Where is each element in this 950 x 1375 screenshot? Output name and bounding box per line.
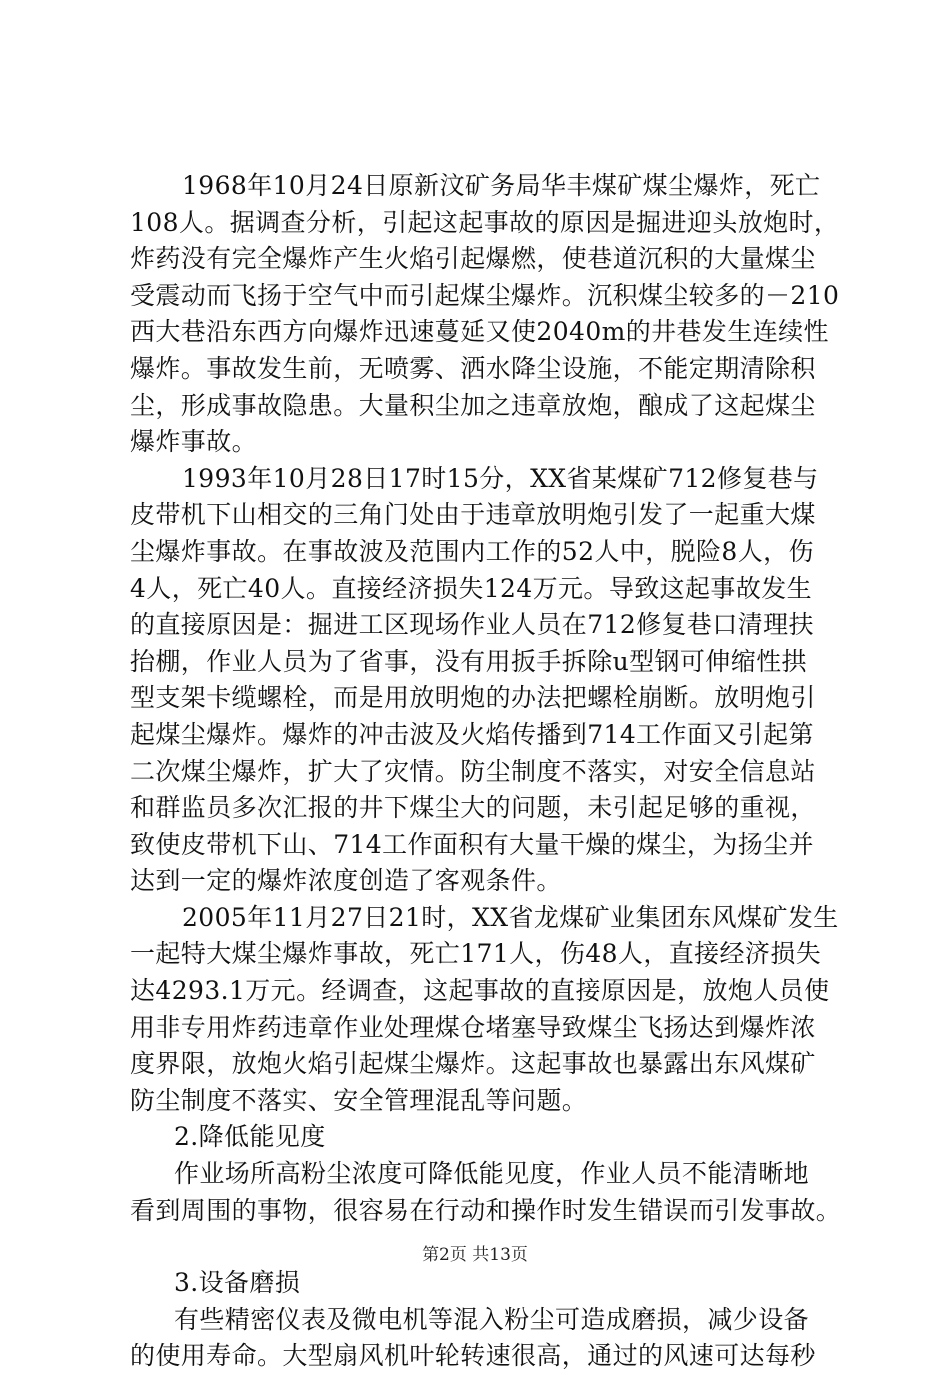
- page-footer: 第2页 共13页: [422, 1245, 528, 1265]
- text-line: 一起特大煤尘爆炸事故，死亡171人，伤48人，直接经济损失: [130, 939, 822, 969]
- text-line: 108人。据调查分析，引起这起事故的原因是掘进迎头放炮时，: [130, 207, 840, 237]
- text-line: 致使皮带机下山、714工作面积有大量干燥的煤尘，为扬尘并: [130, 829, 814, 859]
- text-line: 受震动而飞扬于空气中而引起煤尘爆炸。沉积煤尘较多的－210: [130, 280, 840, 310]
- text-line: 皮带机下山相交的三角门处由于违章放明炮引发了一起重大煤: [130, 500, 816, 530]
- section-heading: 2.降低能见度: [174, 1122, 326, 1152]
- text-line: 作业场所高粉尘浓度可降低能见度，作业人员不能清晰地: [174, 1159, 810, 1189]
- text-line: 和群监员多次汇报的井下煤尘大的问题，未引起足够的重视，: [130, 793, 816, 823]
- text-line: 1993年10月28日17时15分，XX省某煤矿712修复巷与: [182, 463, 819, 493]
- text-line: 爆炸事故。: [130, 427, 258, 457]
- text-line: 起煤尘爆炸。爆炸的冲击波及火焰传播到714工作面又引起第: [130, 719, 814, 749]
- text-line: 西大巷沿东西方向爆炸迅速蔓延又使2040m的井巷发生连续性: [130, 317, 829, 347]
- text-line: 有些精密仪表及微电机等混入粉尘可造成磨损，减少设备: [174, 1304, 810, 1334]
- text-line: 二次煤尘爆炸，扩大了灾情。防尘制度不落实，对安全信息站: [130, 756, 816, 786]
- text-line: 2005年11月27日21时，XX省龙煤矿业集团东风煤矿发生: [182, 902, 839, 932]
- text-line: 型支架卡缆螺栓，而是用放明炮的办法把螺栓崩断。放明炮引: [130, 683, 816, 713]
- text-line: 用非专用炸药违章作业处理煤仓堵塞导致煤尘飞扬达到爆炸浓: [130, 1012, 816, 1042]
- text-line: 抬棚，作业人员为了省事，没有用扳手拆除u型钢可伸缩性拱: [130, 646, 807, 676]
- text-line: 尘，形成事故隐患。大量积尘加之违章放炮，酿成了这起煤尘: [130, 390, 816, 420]
- document-body: [130, 168, 842, 1375]
- text-line: 达到一定的爆炸浓度创造了客观条件。: [130, 866, 562, 896]
- text-line: 爆炸。事故发生前，无喷雾、洒水降尘设施，不能定期清除积: [130, 353, 816, 383]
- text-line: 1968年10月24日原新汶矿务局华丰煤矿煤尘爆炸，死亡: [182, 171, 821, 200]
- section-heading: 3.设备磨损: [174, 1268, 301, 1298]
- text-line: 尘爆炸事故。在事故波及范围内工作的52人中，脱险8人，伤: [130, 536, 814, 566]
- text-line: 炸药没有完全爆炸产生火焰引起爆燃，使巷道沉积的大量煤尘: [130, 244, 816, 274]
- text-line: 防尘制度不落实、安全管理混乱等问题。: [130, 1085, 588, 1115]
- text-line: 看到周围的事物，很容易在行动和操作时发生错误而引发事故。: [130, 1195, 842, 1225]
- text-line: 的直接原因是：掘进工区现场作业人员在712修复巷口清理扶: [130, 610, 814, 640]
- text-line: 的使用寿命。大型扇风机叶轮转速很高，通过的风速可达每秒: [130, 1341, 816, 1371]
- text-line: 达4293.1万元。经调查，这起事故的直接原因是，放炮人员使: [130, 976, 830, 1006]
- text-line: 度界限，放炮火焰引起煤尘爆炸。这起事故也暴露出东风煤矿: [130, 1049, 816, 1079]
- text-line: 4人，死亡40人。直接经济损失124万元。导致这起事故发生: [130, 573, 813, 603]
